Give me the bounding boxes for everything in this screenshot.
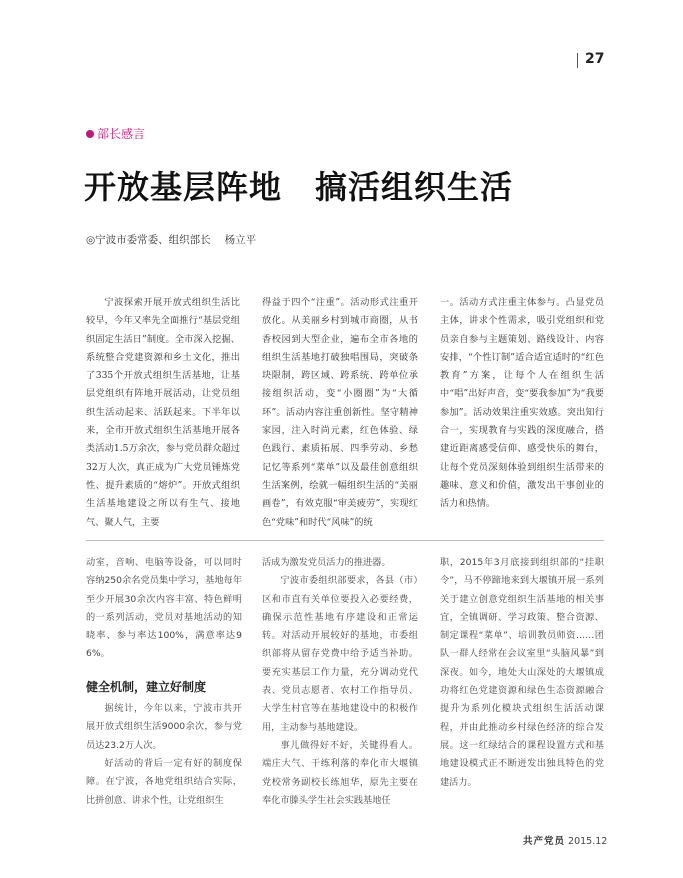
author-name: 杨立平 xyxy=(224,234,257,246)
byline xyxy=(86,232,256,247)
subheading: 健全机制，建立好制度 xyxy=(86,679,207,694)
magazine-logo: 共产党员 xyxy=(523,836,566,847)
intro-column-3 xyxy=(440,294,604,514)
body-paragraph: 好活动的背后一定有好的制度保障。在宁波，各地党组织结合实际，比拼创意、讲求个性，让党组织生 xyxy=(86,757,242,806)
body-paragraph: 宁波市委组织部要求，各县（市）区和市直有关单位要投入必要经费，确保示范性基地有序建设和正常运转。对活动开展较好的基地，市委组织部将从留存党费中给予适当补助。要充实基层工作力量，充分调动党代表、党员志愿者、农村工作指导员、大学生村官等在基地建设中的积极作用，主动参与基地建设。 xyxy=(262,575,418,733)
intro-column-1 xyxy=(86,294,240,532)
author-title: 宁波市委常委、组织部长 xyxy=(95,234,211,246)
section-label-text: 部长感言 xyxy=(97,127,146,141)
body-paragraph: 动室，音响、电脑等设备，可以同时容纳250余名党员集中学习，基地每年至少开展30余次内容丰富、特色鲜明的一系列活动，党员对基地活动的知晓率、参与率达100%，满意率达96%。 xyxy=(86,557,242,660)
body-paragraph: 据统计，今年以来，宁波市共开展开放式组织生活9000余次，参与党员达23.2万人次。 xyxy=(86,703,242,751)
intro-paragraph: 得益于四个“注重”。活动形式注重开放化。从美丽乡村到城市商圈，从书香校园到大型企业，遍布全市各地的组织生活基地打破独唱围局，突破条块限制，跨区域、跨系统、跨单位承接组织活动，变“小圈圈”为“大循环”。活动内容注重创新性。坚守精神家园，注入时尚元素，红色体验、绿色践行、素质拓展、四季劳动、乡愁记忆等系列“菜单”以及最佳创意组织生活案例，绘就一幅组织生活的“美丽画卷”，有效克服“审美疲劳”，实现红色“党味”和时代“风味”的统 xyxy=(262,297,418,528)
page-number xyxy=(577,52,637,70)
section-label xyxy=(86,125,145,142)
body-column-3 xyxy=(440,554,604,792)
page-number-text: 27 xyxy=(585,51,605,67)
article-title: 开放基层阵地 搞活组织生活 xyxy=(84,168,514,206)
issue-number: 2015.12 xyxy=(568,836,608,847)
body-column-2 xyxy=(262,554,418,810)
body-paragraph: 事儿做得好不好，关键得看人。端庄大气、干练利落的奉化市大堰镇党校常务副校长练旭华，原先主要在奉化市滕头学生社会实践基地任 xyxy=(262,739,418,806)
page-number-divider xyxy=(577,53,578,68)
magazine-footer xyxy=(523,833,607,847)
bullet-dot-icon xyxy=(86,130,94,138)
body-paragraph: 职，2015年3月底接到组织部的“挂职令”，马不停蹄地来到大堰镇开展一系列关于建立创意党组织生活基地的相关事宜，全镇调研、学习政策、整合资源、制定课程“菜单”、培训教员师资……团队一群人经常在会议室里“头脑风暴”到深夜。如今，地处大山深处的大堰镇成功将红色党建资源和绿色生态资源融合提升为系列化模块式组织生活活动课程，并由此推动乡村绿色经济的综合发展。这一红绿结合的课程设置方式和基地建设模式正不断迸发出独具特色的党建活力。 xyxy=(440,557,604,788)
intro-paragraph: 一。活动方式注重主体参与。凸显党员主体，讲求个性需求，吸引党组织和党员亲自参与主题策划、路线设计、内容安排，“个性订制”适合适宜适时的“红色教育”方案，让每个人在组织生活中“唱”出好声音，变“要我参加”为“我要参加”。活动效果注重实效感。突出知行合一，实现教育与实践的深度融合，搭建近距离感受信仰、感受快乐的舞台，让每个党员深刻体验到组织生活带来的趣味、意义和价值，激发出干事创业的活力和热情。 xyxy=(440,297,604,510)
byline-marker-icon: ◎ xyxy=(86,234,96,246)
section-divider xyxy=(86,540,604,541)
body-column-1 xyxy=(86,554,242,810)
body-paragraph: 活成为激发党员活力的推进器。 xyxy=(262,557,391,568)
intro-paragraph: 宁波探索开展开放式组织生活比较早，今年又率先全面推行“基层党组织固定生活日”制度。全市深入挖掘、系统整合党建资源和乡土文化，推出了335个开放式组织生活基地，让基层党组织有阵地开展活动，让党员组织生活动起来、活跃起来。下半年以来，全市开放式组织生活基地开展各类活动1.5万余次，参与党员群众超过32万人次，真正成为广大党员锤炼党性、提升素质的“熔炉”。开放式组织生活基地建设之所以有生气、接地气、聚人气，主要 xyxy=(86,297,240,528)
intro-column-2 xyxy=(262,294,418,532)
